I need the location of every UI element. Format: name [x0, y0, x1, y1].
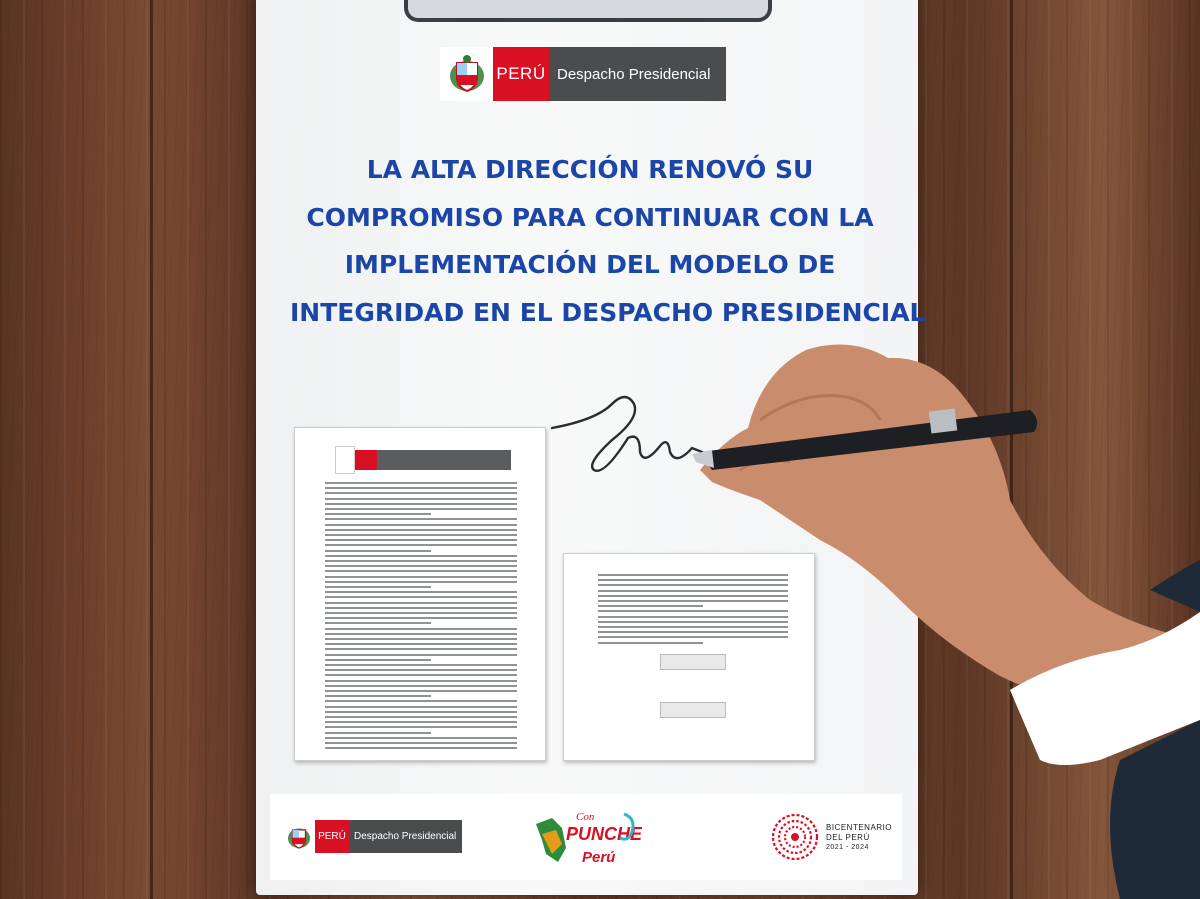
footer-logos-strip: [270, 794, 902, 880]
peru-map-icon: [536, 818, 566, 862]
document-text-line: [598, 636, 788, 638]
document-text-line: [598, 621, 788, 623]
footer-peru-label: PERÚ: [315, 820, 349, 853]
footer-office-label: Despacho Presidencial: [349, 820, 462, 853]
document-text-line: [325, 570, 517, 572]
document-text-line: [325, 659, 431, 661]
document-text-line: [598, 610, 788, 612]
campaign-word-3: Perú: [582, 849, 616, 866]
despacho-presidencial-logo: [440, 47, 726, 101]
document-text-line: [598, 616, 788, 618]
bicentenario-line1: BICENTENARIO: [826, 823, 893, 832]
bicentenario-line2: DEL PERÚ: [826, 833, 870, 842]
document-text-line: [325, 654, 517, 656]
bicentenario-text: [826, 823, 892, 853]
document-text-line: [325, 565, 517, 567]
document-text-line: [325, 633, 517, 635]
document-text-line: [598, 595, 788, 597]
bicentenario-logo: [770, 812, 900, 862]
document-logo-gray-block: [377, 450, 511, 470]
document-text-line: [598, 626, 788, 628]
document-text-line: [325, 638, 517, 640]
act-document-page-2: [563, 553, 815, 761]
document-text-line: [598, 600, 788, 602]
document-text-line: [325, 576, 517, 578]
document-text-line: [325, 518, 517, 520]
bicentenario-years: 2021 - 2024: [826, 844, 869, 851]
document-text-line: [325, 539, 517, 541]
bicentenario-emblem-icon: [770, 812, 820, 862]
document-text-line: [325, 721, 517, 723]
act-document-page-1: [294, 427, 546, 761]
document-text-line: [325, 503, 517, 505]
document-text-line: [325, 648, 517, 650]
headline: [290, 146, 926, 336]
headline-line: LA ALTA DIRECCIÓN RENOVÓ SU: [366, 155, 814, 184]
document-text-line: [598, 590, 788, 592]
document-text-line: [598, 584, 788, 586]
document-text-line: [325, 732, 431, 734]
document-text-line: [598, 631, 788, 633]
document-text-line: [325, 482, 517, 484]
headline-line: IMPLEMENTACIÓN DEL MODELO DE: [344, 250, 836, 279]
document-text-line: [325, 628, 517, 630]
shirt-cuff: [1010, 612, 1200, 765]
document-text-line: [325, 680, 517, 682]
document-text-line: [325, 596, 517, 598]
document-text-line: [325, 534, 517, 536]
document-text-line: [325, 498, 517, 500]
document-text-line: [598, 605, 703, 607]
document-text-line: [325, 622, 431, 624]
document-text-line: [325, 700, 517, 702]
footer-despacho-logo: [282, 820, 462, 853]
document-text-line: [325, 737, 517, 739]
peru-label: PERÚ: [493, 47, 549, 101]
campaign-word-2: PUNCHE: [566, 824, 642, 844]
document-text-line: [325, 560, 517, 562]
document-text-line: [325, 591, 517, 593]
document-text-line: [325, 529, 517, 531]
document-text-line: [325, 711, 517, 713]
coat-of-arms-icon: [282, 820, 315, 853]
document-text-line: [325, 695, 431, 697]
document-text-line: [325, 524, 517, 526]
signature-stamp-2: [660, 702, 726, 718]
headline-line: INTEGRIDAD EN EL DESPACHO PRESIDENCIAL: [290, 297, 926, 327]
con-punche-peru-logo: [532, 804, 642, 870]
document-text-line: [325, 674, 517, 676]
wood-seam: [150, 0, 153, 899]
document-text-line: [325, 664, 517, 666]
clipboard-clip: [404, 0, 772, 22]
suit-sleeve: [1110, 560, 1200, 899]
document-text-line: [598, 579, 788, 581]
document-text-line: [325, 742, 517, 744]
document-text-line: [325, 492, 517, 494]
document-text-line: [325, 602, 517, 604]
document-text-line: [325, 550, 431, 552]
document-text-line: [325, 586, 431, 588]
coat-of-arms-icon: [440, 47, 493, 101]
document-text-line: [325, 669, 517, 671]
document-text-line: [325, 513, 431, 515]
document-text-line: [325, 544, 517, 546]
document-text-line: [325, 716, 517, 718]
document-text-line: [598, 642, 703, 644]
document-text-line: [325, 690, 517, 692]
document-text-line: [325, 747, 517, 749]
document-text-line: [325, 581, 517, 583]
document-text-line: [325, 617, 517, 619]
office-label: Despacho Presidencial: [549, 47, 726, 101]
document-text-line: [325, 555, 517, 557]
document-logo-red-block: [355, 450, 377, 470]
document-text-line: [325, 643, 517, 645]
document-text-line: [325, 607, 517, 609]
wood-seam: [1010, 0, 1013, 899]
signature-stamp-1: [660, 654, 726, 670]
document-text-line: [325, 706, 517, 708]
headline-line: COMPROMISO PARA CONTINUAR CON LA: [306, 202, 874, 232]
document-text-line: [325, 487, 517, 489]
document-text-line: [325, 685, 517, 687]
document-coat-of-arms-icon: [335, 446, 355, 474]
campaign-word-1: Con: [576, 811, 595, 823]
document-text-line: [325, 612, 517, 614]
document-text-line: [325, 508, 517, 510]
document-text-line: [598, 574, 788, 576]
document-text-line: [325, 726, 517, 728]
